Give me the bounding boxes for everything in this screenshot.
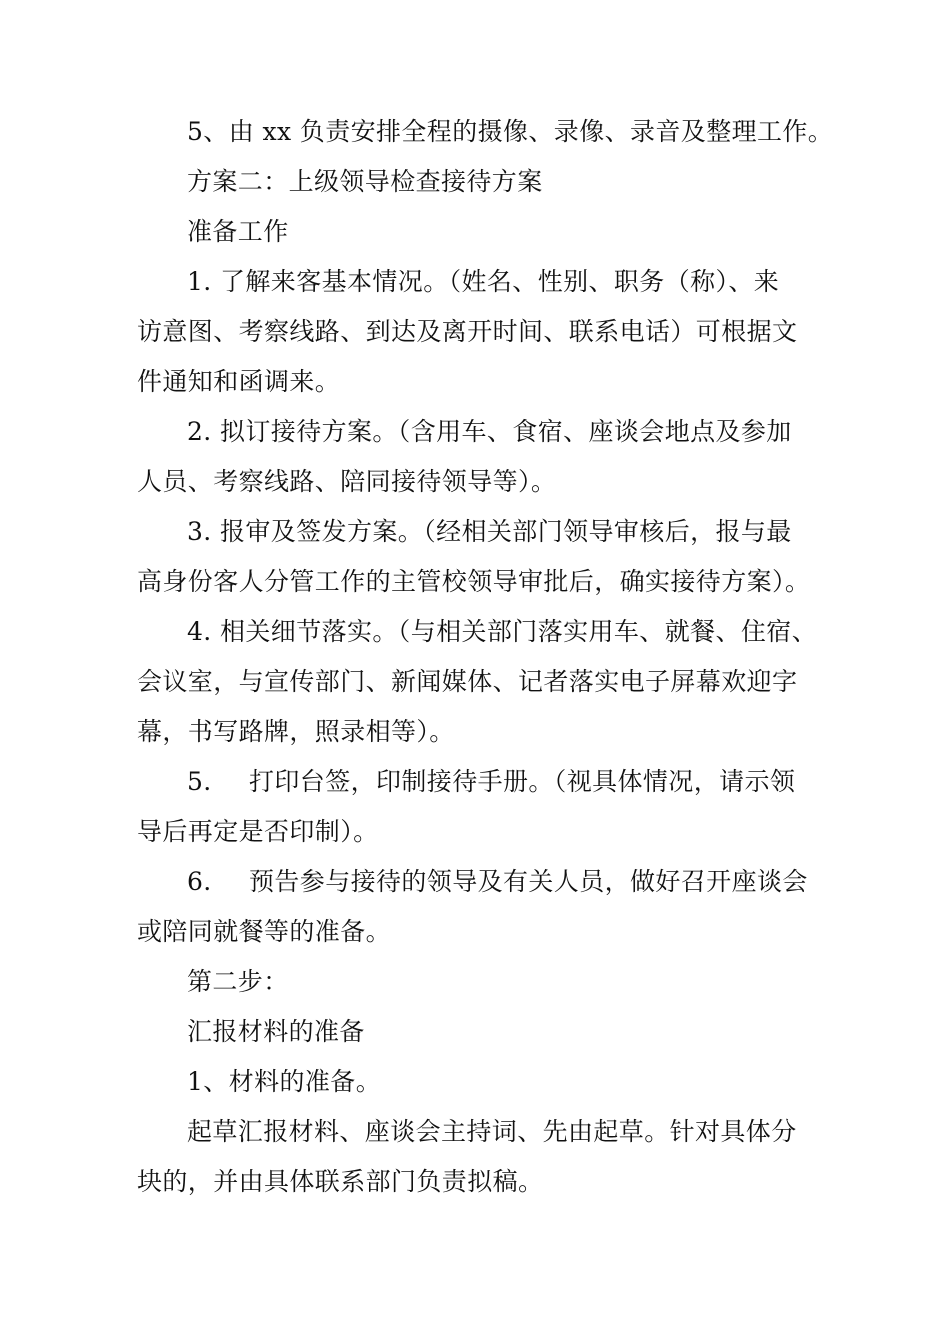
item-5-line-1	[187, 767, 795, 797]
item-materials-preparation: 1、材料的准备。	[187, 1067, 382, 1096]
section-title-plan-two: 方案二：上级领导检查接待方案	[187, 167, 543, 196]
item-4-line-2: 会议室，与宣传部门、新闻媒体、记者落实电子屏幕欢迎字	[137, 667, 798, 696]
heading-preparation: 准备工作	[187, 217, 289, 246]
item-4-line-1: 4. 相关细节落实。（与相关部门落实用车、就餐、住宿、	[187, 617, 818, 646]
item-6-line-1	[187, 867, 808, 897]
item-3-line-1: 3. 报审及签发方案。（经相关部门领导审核后，报与最	[187, 517, 792, 546]
heading-report-materials: 汇报材料的准备	[187, 1017, 365, 1046]
item-3-line-2: 高身份客人分管工作的主管校领导审批后，确实接待方案）。	[137, 567, 811, 596]
paragraph-video-recording: 5、由 xx 负责安排全程的摄像、录像、录音及整理工作。	[187, 117, 834, 146]
item-5-line-2: 导后再定是否印制）。	[137, 817, 379, 846]
item-1-line-1: 1. 了解来客基本情况。（姓名、性别、职务（称）、来	[187, 267, 780, 296]
item-5-text: 打印台签，印制接待手册。（视具体情况，请示领	[249, 767, 796, 796]
item-6-line-2: 或陪同就餐等的准备。	[137, 917, 392, 946]
heading-step-two: 第二步：	[187, 967, 289, 996]
item-2-line-1: 2. 拟订接待方案。（含用车、食宿、座谈会地点及参加	[187, 417, 792, 446]
item-4-line-3: 幕，书写路牌，照录相等）。	[137, 717, 455, 746]
item-1-line-2: 访意图、考察线路、到达及离开时间、联系电话）可根据文	[137, 317, 798, 346]
item-1-line-3: 件通知和函调来。	[137, 367, 341, 396]
paragraph-drafting-line-2: 块的，并由具体联系部门负责拟稿。	[137, 1167, 544, 1196]
item-6-text: 预告参与接待的领导及有关人员，做好召开座谈会	[249, 867, 808, 896]
item-5-number: 5.	[187, 767, 212, 796]
item-2-line-2: 人员、考察线路、陪同接待领导等）。	[137, 467, 557, 496]
item-6-number: 6.	[187, 867, 212, 896]
paragraph-drafting-line-1: 起草汇报材料、座谈会主持词、先由起草。针对具体分	[187, 1117, 797, 1146]
